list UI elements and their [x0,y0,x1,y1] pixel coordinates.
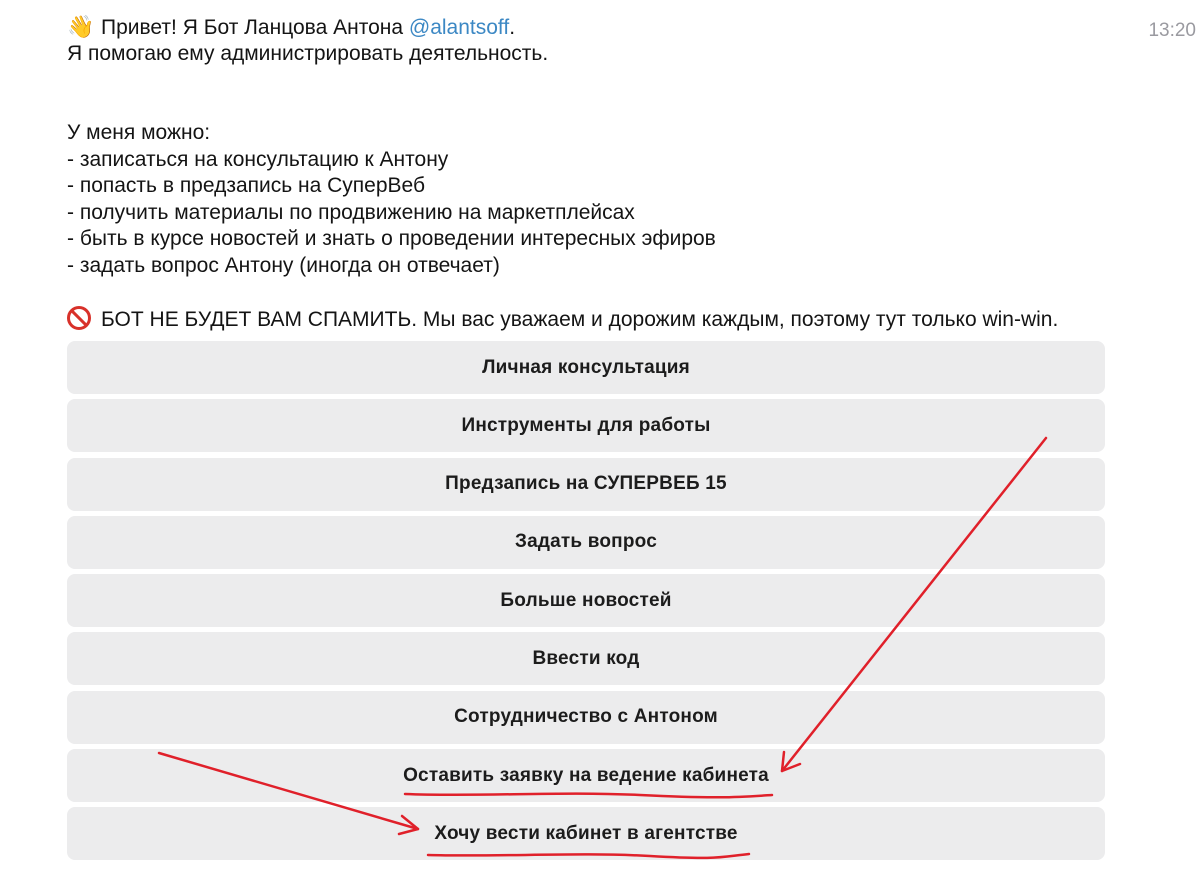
warning-text: БОТ НЕ БУДЕТ ВАМ СПАМИТЬ. Мы вас уважаем и дорожим каждым, поэтому тут только win-win. [101,307,1059,331]
list-item: - быть в курсе новостей и знать о проведении интересных эфиров [67,227,716,250]
ask-question-button[interactable]: Задать вопрос [67,516,1105,569]
greeting-suffix: . [509,16,516,39]
mention-link[interactable]: @alantsoff [408,16,510,39]
bot-message [67,14,1147,332]
no-entry-icon [67,306,91,330]
warning-line [67,306,1147,333]
list-item: - получить материалы по продвижению на маркетплейсах [67,200,635,224]
cabinet-management-request-button[interactable]: Оставить заявку на ведение кабинета [67,749,1105,802]
more-news-button[interactable]: Больше новостей [67,574,1105,627]
inline-keyboard [67,341,1105,866]
greeting-text: Привет! Я Бот Ланцова Антона [101,16,409,39]
list-item: - записаться на консультацию к Антону [67,147,449,171]
personal-consultation-button[interactable]: Личная консультация [67,341,1105,394]
enter-code-button[interactable]: Ввести код [67,632,1105,685]
message-timestamp: 13:20 [1148,20,1196,41]
waving-hand-icon: 👋 [67,14,95,39]
list-item: - задать вопрос Антону (иногда он отвечает) [67,253,500,277]
message-line-2: Я помогаю ему администрировать деятельность. [67,41,549,65]
superweb-preregistration-button[interactable]: Предзапись на СУПЕРВЕБ 15 [67,458,1105,511]
agency-cabinet-button[interactable]: Хочу вести кабинет в агентстве [67,807,1105,860]
work-tools-button[interactable]: Инструменты для работы [67,399,1105,452]
message-intro: У меня можно: [67,121,211,144]
cooperation-button[interactable]: Сотрудничество с Антоном [67,691,1105,744]
list-item: - попасть в предзапись на СуперВеб [67,174,426,197]
greeting-line [67,14,1147,41]
